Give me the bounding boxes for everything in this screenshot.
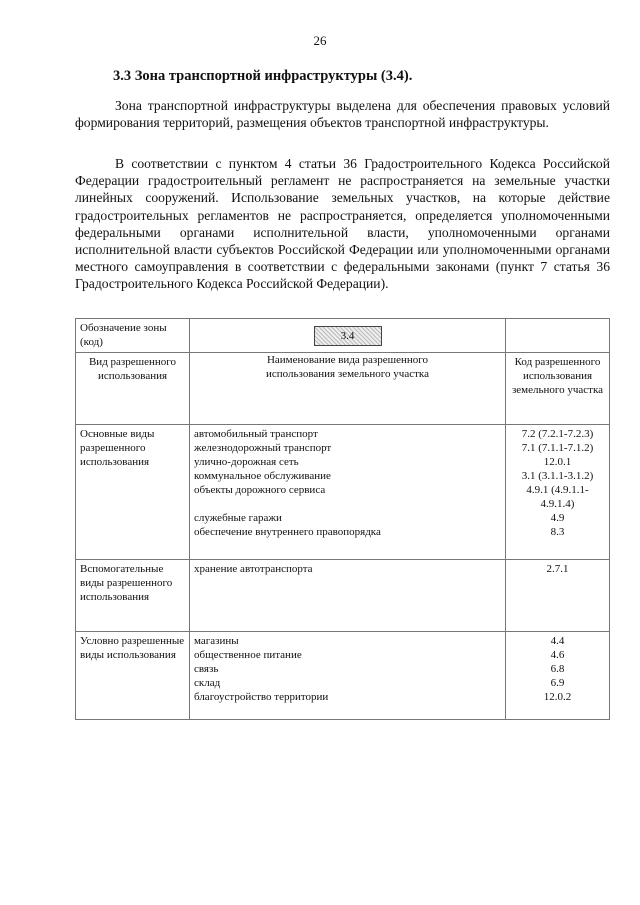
use-name-list <box>190 425 506 560</box>
use-name: улично-дорожная сеть <box>194 456 299 468</box>
use-code: 12.0.1 <box>543 456 572 468</box>
use-code: 4.4 <box>550 635 565 647</box>
use-name: железнодорожный транспорт <box>194 442 332 454</box>
use-name: склад <box>194 677 221 689</box>
use-code: 6.9 <box>550 677 565 689</box>
page-number: 26 <box>313 33 327 48</box>
use-name-list <box>190 632 506 720</box>
header-use-name: Наименование вида разрешенного использования земельного участка <box>190 353 506 425</box>
section-label: Вспомогательные виды разрешенного использования <box>76 560 190 632</box>
use-code-list <box>506 560 610 632</box>
use-code: 2.7.1 <box>546 563 569 575</box>
use-name: благоустройство территории <box>194 691 329 703</box>
zone-code-cell <box>190 319 506 353</box>
zone-code-row <box>76 319 610 353</box>
use-name: общественное питание <box>194 649 302 661</box>
zone-code-box: 3.4 <box>314 326 382 346</box>
section-label: Условно разрешенные виды использования <box>76 632 190 720</box>
use-code-list <box>506 632 610 720</box>
section-label: Основные виды разрешенного использования <box>76 425 190 560</box>
use-code: 12.0.2 <box>543 691 572 703</box>
section-row-auxiliary <box>76 560 610 632</box>
paragraph-2: В соответствии с пунктом 4 статьи 36 Градостроительного Кодекса Российской Федерации градостроительный регламент не распространяется на земельные участки линейных сооружений. Использование земельных участков, на которые действие градостроительных регламентов не распространяется, определяется уполномоченными федеральными органами исполнительной власти, уполномоченными органами исполнительной власти субъектов Российской Федерации или уполномоченными органами местного самоуправления в соответствии с федеральными законами (пункт 7 статья 36 Градостроительного Кодекса Российской Федерации). <box>75 156 610 292</box>
use-code: 4.9.1 (4.9.1.1-4.9.1.4) <box>526 484 589 510</box>
use-code: 7.1 (7.1.1-7.1.2) <box>521 442 594 454</box>
use-code: 3.1 (3.1.1-3.1.2) <box>521 470 594 482</box>
paragraph-1: Зона транспортной инфраструктуры выделена для обеспечения правовых условий формирования территорий, размещения объектов транспортной инфраструктуры. <box>75 98 610 131</box>
use-code: 6.8 <box>550 663 565 675</box>
zone-code-empty-cell <box>506 319 610 353</box>
section-row-conditional <box>76 632 610 720</box>
use-name: связь <box>194 663 219 675</box>
use-code: 7.2 (7.2.1-7.2.3) <box>521 428 594 440</box>
land-use-table <box>75 318 610 720</box>
use-name: объекты дорожного сервиса <box>194 484 326 496</box>
use-name-list <box>190 560 506 632</box>
use-name: обеспечение внутреннего правопорядка <box>194 526 381 538</box>
header-use-type: Вид разрешенного использования <box>76 353 190 425</box>
use-code-list <box>506 425 610 560</box>
zone-label-cell: Обозначение зоны (код) <box>76 319 190 353</box>
use-name: магазины <box>194 635 239 647</box>
use-code: 4.9 <box>550 512 565 524</box>
use-name: хранение автотранспорта <box>194 563 313 575</box>
use-name: автомобильный транспорт <box>194 428 318 440</box>
section-row-main <box>76 425 610 560</box>
use-code: 4.6 <box>550 649 565 661</box>
use-name: служебные гаражи <box>194 512 282 524</box>
use-code: 8.3 <box>550 526 565 538</box>
section-heading: 3.3 Зона транспортной инфраструктуры (3.4). <box>113 68 413 84</box>
column-header-row <box>76 353 610 425</box>
use-name: коммунальное обслуживание <box>194 470 331 482</box>
header-use-code: Код разрешенного использования земельного участка <box>506 353 610 425</box>
